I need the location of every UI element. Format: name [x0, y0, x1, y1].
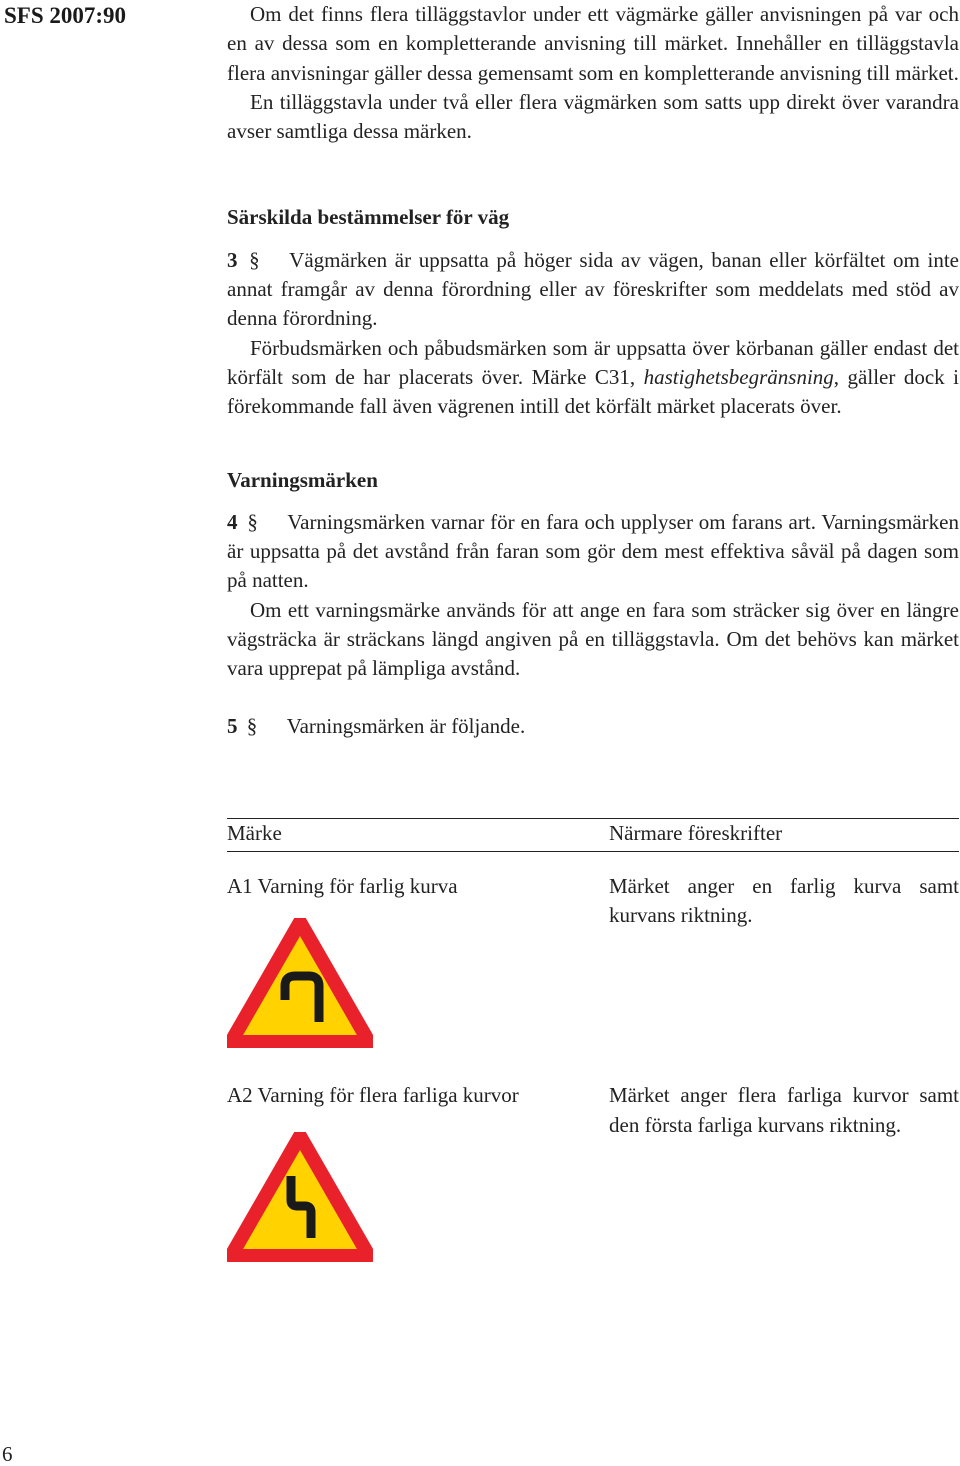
paragraph-3-text: Vägmärken är uppsatta på höger sida av vägen, banan eller körfältet om inte annat framgår av denna förordning eller av föreskrifter som meddelats med stöd av denna förordning.: [227, 247, 960, 331]
paragraph-3-text-b: , gäller dock i förekommande fall även vägrenen intill det körfält märket placerats över.: [227, 364, 959, 419]
sign-name-a2: A2 Varning för flera farliga kurvor: [227, 1083, 519, 1108]
double-curve-icon: [227, 1132, 373, 1262]
paragraph-3: [227, 246, 959, 334]
heading-road-rules: Särskilda bestämmelser för väg: [227, 205, 510, 230]
sign-description-a1: Märket anger en farlig kurva samt kurvans riktning.: [609, 874, 959, 928]
intro-paragraph-2: En tilläggstavla under två eller flera vägmärken som satts upp direkt över varandra avser samtliga dessa märken.: [227, 89, 959, 144]
heading-warning-signs: Varningsmärken: [227, 467, 378, 492]
paragraph-5: [227, 712, 959, 741]
table-header-row: [227, 819, 959, 852]
section-symbol: §: [247, 509, 258, 534]
paragraph-number-3: 3: [227, 247, 238, 272]
paragraph-4-second: Om ett varningsmärke används för att ange en fara som sträcker sig över en längre vägsträcka är sträckans längd angiven på en tilläggstavla. Om det behövs kan märket vara upprepat på lämpliga avstånd.: [227, 597, 959, 681]
warning-signs-table: [227, 818, 959, 1262]
intro-paragraph-1: Om det finns flera tilläggstavlor under ett vägmärke gäller anvisningen på var och en av dessa som en kompletterande anvisning till märket. Innehåller en tilläggstavla flera anvisningar gäller dessa gemensamt som en kompletterande anvisning till märket.: [227, 2, 959, 85]
section-symbol: §: [249, 247, 260, 272]
table-row: [227, 1048, 959, 1261]
paragraph-4-text: Varningsmärken varnar för en fara och upplyser om farans art. Varningsmärken är uppsatta på det avstånd från faran som gör dem mest effektiva såväl på dagen som på natten.: [227, 509, 959, 593]
sign-description-a2: Märket anger flera farliga kurvor samt den första farliga kurvans riktning.: [609, 1083, 959, 1137]
paragraph-3-second: [227, 334, 959, 422]
paragraph-3-text-a: Förbudsmärken och påbudsmärken som är uppsatta över körbanan gäller endast det körfält som de har placerats över. Märke C31,: [227, 335, 959, 389]
section-symbol: §: [246, 713, 258, 738]
paragraph-number-5: 5: [227, 713, 238, 738]
paragraph-number-4: 4: [227, 509, 238, 534]
paragraph-4: [227, 508, 959, 596]
sign-name-a1: A1 Varning för farlig kurva: [227, 874, 458, 898]
paragraph-5-text: Varningsmärken är följande.: [286, 713, 526, 738]
paragraph-3-emphasis: hastighetsbegränsning: [643, 364, 834, 389]
page-content: [227, 0, 959, 741]
sfs-number: SFS 2007:90: [4, 3, 127, 28]
table-row: [227, 852, 959, 1049]
table-header-left: Märke: [227, 819, 609, 852]
page-number: 6: [2, 1442, 13, 1466]
table-header-right: Närmare föreskrifter: [609, 819, 959, 852]
curve-right-icon: [227, 918, 373, 1048]
